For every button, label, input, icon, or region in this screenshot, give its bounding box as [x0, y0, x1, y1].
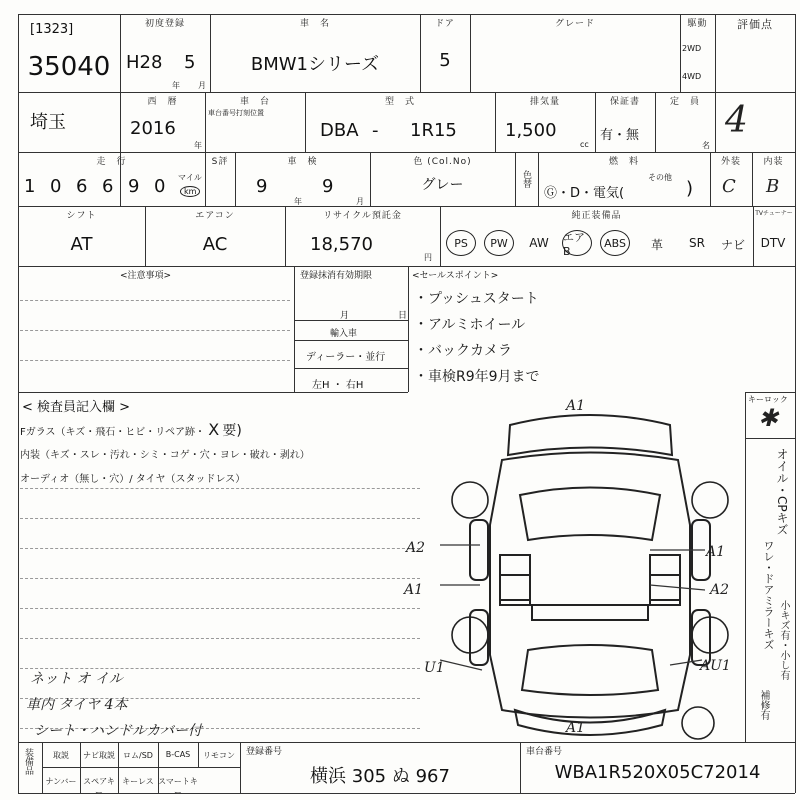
fuel-options: Ⓖ・D・電気( [544, 186, 625, 201]
glass-text: Fガラス（キズ・飛石・ヒビ・リペア跡・ [20, 427, 206, 438]
type-prefix: DBA [320, 120, 359, 141]
vin: WBA1R520X05C72014 [554, 762, 761, 783]
label-chassis: 車 台 [239, 97, 270, 107]
label-mileage: 走 行 [96, 157, 127, 167]
warranty: 有・無 [600, 128, 640, 143]
model-name: BMW1シリーズ [250, 54, 380, 75]
label-shift: シフト [66, 211, 97, 221]
damage-mark: A2 [710, 582, 730, 598]
inspection-month: 9 [322, 176, 334, 197]
damage-mark: A1 [706, 544, 726, 560]
unit-year-3: 年 [294, 197, 302, 206]
label-fuel: 燃 料 [608, 157, 639, 167]
displacement: 1,500 [505, 120, 557, 141]
legend-line: ワレ・ドアミラーキズ [762, 540, 775, 650]
sales-point: ・バックカメラ [414, 343, 512, 359]
keylock-label: キーロック [748, 395, 788, 404]
footer-item: B-CAS [165, 750, 191, 759]
handwritten-note: ネット オ イル [30, 671, 123, 687]
unit-year-2: 年 [194, 141, 202, 150]
drive-2wd: 2WD [682, 44, 702, 53]
glass-mark: X [208, 420, 220, 439]
handwritten-note: シート・ハンドルカバー付 [34, 723, 202, 739]
aircon: AC [202, 234, 228, 255]
label-s: S評 [211, 157, 229, 167]
mileage-digit: 1 [24, 176, 36, 197]
footer-item: スマートキー [158, 777, 198, 797]
mileage-digit: 0 [154, 176, 166, 197]
mileage-digit: 0 [50, 176, 62, 197]
score: 4 [725, 100, 748, 141]
inspection-year: 9 [256, 176, 268, 197]
label-import: 輸入車 [330, 329, 358, 339]
label-grade: グレード [554, 19, 595, 29]
equipment-sr: SR [689, 236, 705, 250]
reg-unit-month: 月 [340, 311, 350, 321]
equipment-aw: AW [529, 236, 549, 250]
label-first-reg: 初度登録 [144, 19, 185, 29]
footer-item: ナビ取説 [83, 751, 115, 760]
sales-point: ・プッシュスタート [414, 291, 539, 307]
import-dealer: ディーラー・並行 [306, 352, 386, 363]
label-notes: <注意事項> [120, 271, 172, 281]
equipment-abs: ABS [600, 230, 630, 256]
legend-line: 小キズ有・小し有 [778, 600, 789, 680]
interior-line: 内装（キズ・スレ・汚れ・シミ・コゲ・穴・ヨレ・破れ・剥れ） [20, 450, 310, 461]
plate: 横浜 305 ぬ 967 [310, 766, 450, 787]
color: グレー [421, 177, 464, 193]
damage-mark: AU1 [700, 658, 731, 674]
handwritten-note: 車内 タイヤ 4本 [26, 697, 128, 713]
equipment-airbag: エアB [562, 230, 592, 256]
first-reg-era: H28 [126, 52, 163, 73]
label-aircon: エアコン [195, 211, 235, 221]
equipment-navi: ナビ [720, 238, 745, 252]
label-equipment: 純正装備品 [571, 211, 622, 221]
damage-mark: U1 [424, 660, 445, 676]
footer-item: ロム/SD [123, 751, 153, 760]
mileage-digit: 6 [102, 176, 114, 197]
label-doors: ドア [435, 19, 455, 29]
label-color: 色 (Col.No) [413, 157, 472, 167]
region: 埼玉 [30, 112, 66, 133]
label-type: 型 式 [384, 97, 415, 107]
unit-cc: cc [580, 140, 589, 149]
unit-month-3: 月 [356, 197, 364, 206]
fuel-close: ) [686, 178, 694, 199]
label-recolor: 色替 [521, 170, 531, 188]
sales-point: ・アルミホイール [414, 317, 526, 333]
handle: 左H ・ 右H [312, 380, 364, 391]
exterior: C [722, 176, 736, 197]
footer-item: ナンバー [45, 777, 77, 786]
label-interior: 内装 [763, 157, 784, 167]
year: 2016 [130, 118, 176, 139]
unit-month: 月 [198, 81, 206, 90]
damage-mark: A2 [406, 540, 426, 556]
label-plate: 登録番号 [246, 747, 283, 757]
damage-mark: A1 [566, 720, 586, 736]
mileage-digit: 9 [128, 176, 140, 197]
equipment-leather: 革 [650, 238, 663, 252]
doors: 5 [439, 50, 451, 71]
footer-label-equip: 装備品 [23, 748, 33, 775]
equipment-ps: PS [446, 230, 476, 256]
footer-item: リモコン [203, 751, 235, 760]
type-code: 1R15 [410, 120, 457, 141]
label-recycle: リサイクル預託金 [323, 211, 402, 221]
label-reg-expiry: 登録抹消有効期限 [300, 271, 373, 281]
lot-bracket: [1323] [30, 22, 74, 37]
audio-line: オーディオ（無し・穴）/ タイヤ（スタッドレス） [20, 474, 246, 485]
type-dash: - [372, 120, 379, 141]
equipment-dtv: DTV [760, 236, 786, 250]
footer-item: キーレス [122, 777, 154, 786]
unit-year: 年 [172, 81, 180, 90]
label-displacement: 排気量 [529, 97, 560, 107]
label-score: 評価点 [737, 18, 773, 31]
unit-yen: 円 [424, 253, 432, 262]
label-inspection: 車 検 [287, 157, 318, 167]
mileage-unit-km: km [180, 186, 200, 197]
car-diagram [440, 405, 740, 740]
footer-item: 取説 [53, 751, 69, 760]
reg-unit-day: 日 [398, 311, 408, 321]
label-capacity: 定 員 [669, 97, 700, 107]
lot-number: 35040 [27, 52, 111, 82]
label-sales: <セールスポイント> [412, 271, 499, 281]
mileage-digit: 6 [76, 176, 88, 197]
label-vin: 車台番号 [526, 747, 563, 757]
first-reg-month: 5 [184, 52, 196, 73]
label-exterior: 外装 [720, 157, 741, 167]
legend-line: オイル・CPキズ [775, 448, 789, 536]
glass-line [20, 420, 242, 440]
label-dtv: TVチューナー [755, 210, 793, 217]
chassis-note: 車台番号打刻位置 [208, 109, 264, 117]
equipment-pw: PW [484, 230, 514, 256]
legend-line: 補修有 [758, 690, 769, 720]
keylock-mark-icon: ✱ [758, 404, 779, 432]
inspection-label: < 検査員記入欄 > [22, 400, 131, 415]
label-year: 西 暦 [147, 97, 178, 107]
label-warranty: 保証書 [609, 97, 640, 107]
shift: AT [70, 234, 93, 255]
damage-mark: A1 [566, 398, 586, 414]
footer-item: スペアキー [83, 777, 115, 797]
sales-point: ・車検R9年9月まで [414, 369, 540, 385]
glass-end: 要) [222, 423, 242, 439]
mileage-unit-mile: マイル [178, 173, 202, 182]
label-model-name: 車 名 [299, 19, 330, 29]
recycle: 18,570 [310, 234, 373, 255]
damage-mark: A1 [404, 582, 424, 598]
fuel-other: その他 [648, 173, 672, 182]
interior: B [766, 176, 780, 197]
unit-persons: 名 [702, 141, 710, 150]
drive-4wd: 4WD [682, 72, 702, 81]
label-drive: 駆動 [687, 19, 708, 29]
